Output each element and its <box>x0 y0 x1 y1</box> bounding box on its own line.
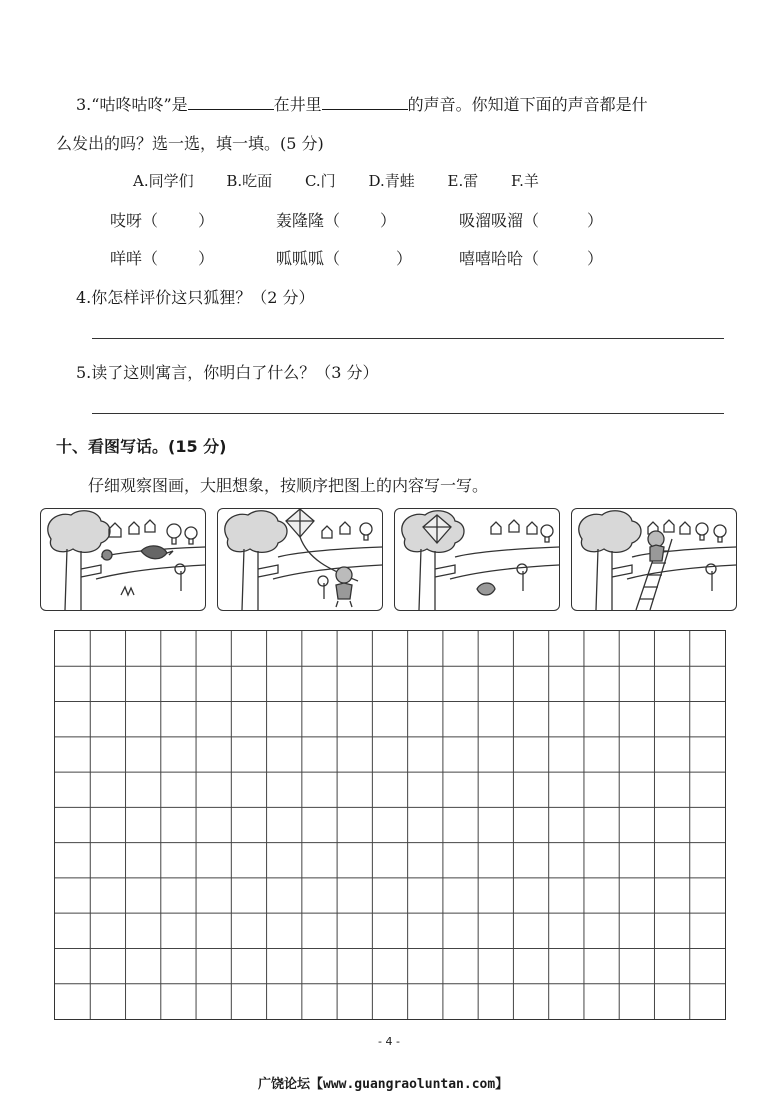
q3-options <box>133 170 567 191</box>
picture-panel-3 <box>394 508 560 611</box>
q3-line2: 么发出的吗？选一选，填一填。(5 分) <box>56 134 324 153</box>
tree-bird-scene-icon <box>41 509 205 610</box>
sound-label: 呱呱呱（ <box>276 249 341 268</box>
sound-item[interactable] <box>110 246 214 269</box>
site-footer: 广饶论坛【www.guangraoluntan.com】 <box>258 1077 509 1092</box>
q3-line1 <box>76 92 648 115</box>
q3-blank-1[interactable] <box>188 93 274 110</box>
sound-close: ） <box>198 211 215 230</box>
q3-blank-2[interactable] <box>322 93 408 110</box>
kite-in-tree-icon <box>395 509 559 610</box>
q4-text: 4.你怎样评价这只狐狸？（2 分） <box>76 288 315 307</box>
sound-item[interactable] <box>276 208 396 231</box>
writing-grid-lines <box>55 631 725 1019</box>
writing-grid[interactable] <box>54 630 726 1020</box>
q3-prefix: 3.“咕咚咕咚”是 <box>76 95 188 114</box>
section-ten-title: 十、看图写话。(15 分) <box>56 437 227 456</box>
page-number: - 4 - <box>378 1035 400 1048</box>
sound-item[interactable] <box>110 208 214 231</box>
q5-text: 5.读了这则寓言，你明白了什么？（3 分） <box>76 363 379 382</box>
option-f: F.羊 <box>511 172 539 190</box>
sound-close: ） <box>587 211 604 230</box>
option-a: A.同学们 <box>133 172 194 190</box>
section-ten-instruction: 仔细观察图画，大胆想象，按顺序把图上的内容写一写。 <box>88 476 489 495</box>
girl-climbing-ladder-icon <box>572 509 736 610</box>
option-d: D.青蛙 <box>368 172 415 190</box>
picture-panel-2 <box>217 508 383 611</box>
sound-close: ） <box>380 211 397 230</box>
q3-mid: 在井里 <box>273 95 322 114</box>
q5-answer-line[interactable] <box>92 413 724 414</box>
sound-close: ） <box>396 249 413 268</box>
picture-panel-4 <box>571 508 737 611</box>
sound-label: 轰隆隆（ <box>276 211 341 230</box>
sound-item[interactable] <box>276 246 412 269</box>
sound-label: 吸溜吸溜（ <box>459 211 540 230</box>
sound-label: 咩咩（ <box>110 249 159 268</box>
sound-close: ） <box>587 249 604 268</box>
option-c: C.门 <box>304 172 336 190</box>
sound-label: 吱呀（ <box>110 211 159 230</box>
q3-suffix: 的声音。你知道下面的声音都是什 <box>407 95 648 114</box>
option-e: E.雷 <box>447 172 479 190</box>
sound-item[interactable] <box>459 208 603 231</box>
sound-label: 嘻嘻哈哈（ <box>459 249 540 268</box>
sound-item[interactable] <box>459 246 603 269</box>
girl-flying-kite-icon <box>218 509 382 610</box>
option-b: B.吃面 <box>226 172 273 190</box>
picture-panel-1 <box>40 508 206 611</box>
q4-answer-line[interactable] <box>92 338 724 339</box>
sound-close: ） <box>198 249 215 268</box>
